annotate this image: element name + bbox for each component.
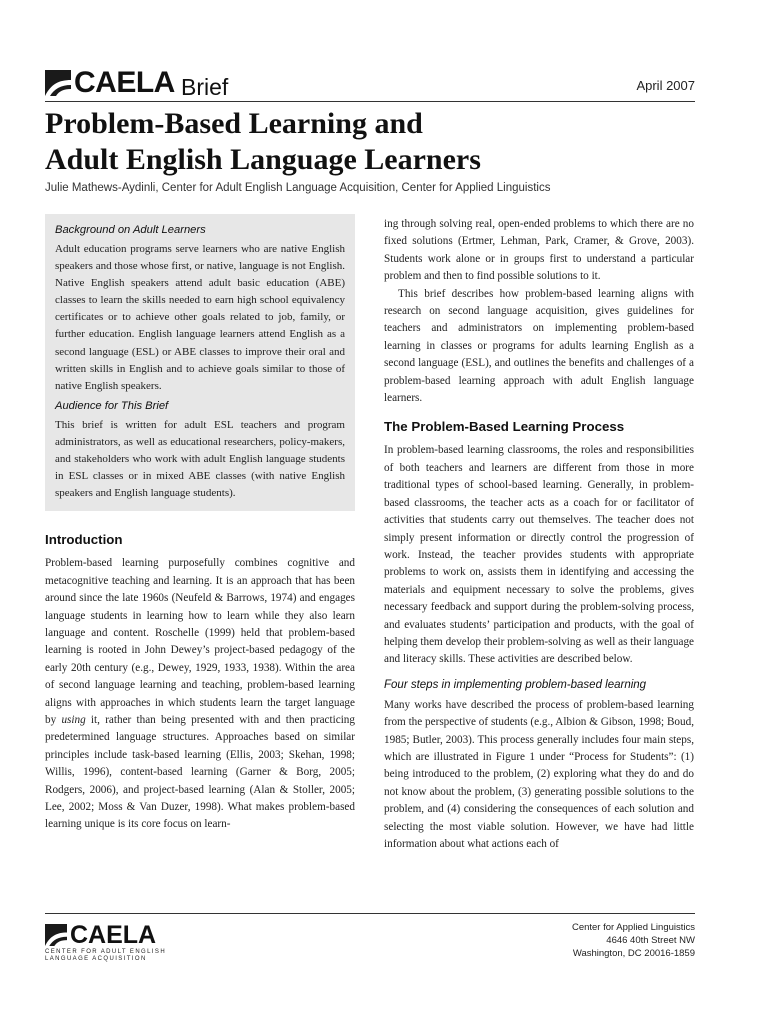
masthead bbox=[45, 66, 695, 100]
intro-emphasis: using bbox=[61, 713, 86, 726]
process-heading: The Problem-Based Learning Process bbox=[384, 419, 625, 435]
publication-date: April 2007 bbox=[636, 78, 695, 93]
left-column bbox=[45, 214, 355, 834]
footer-address bbox=[572, 921, 695, 960]
footer-street: 4646 40th Street NW bbox=[606, 935, 695, 946]
right-column bbox=[384, 216, 694, 853]
document-title bbox=[45, 106, 695, 178]
footer-rule bbox=[45, 913, 695, 914]
sidebar-heading-audience: Audience for This Brief bbox=[55, 399, 169, 412]
footer-tagline-line-1: CENTER FOR ADULT ENGLISH bbox=[45, 949, 167, 955]
title-line-2: Adult English Language Learners bbox=[45, 143, 481, 176]
introduction-paragraph bbox=[45, 555, 355, 834]
sidebar-background-text: Adult education programs serve learners who are native English speakers and those whose first, or native, language is not English. Native English speakers attend adult basic education (ABE) classes to learn the skills needed to earn high school equivalency certificates or to achieve other goals related to job, family, or further education. English language learners attend English as a second language (ESL) or ABE classes to improve their oral and written skills in English and to achieve goals similar to those of native English speakers. bbox=[55, 243, 345, 392]
four-steps-heading: Four steps in implementing problem-based learning bbox=[384, 678, 647, 691]
intro-text-part-1: Problem-based learning purposefully combines cognitive and metacognitive teaching and learning. It is an approach that has been around since the late 1960s (Neufeld & Barrows, 1974) and engages language students in learning how to learn while they also learn language and content. Roschelle (1999) held that problem-based learning is rooted in John Dewey’s project-based pedagogy of the early 20th century (e.g., Dewey, 1929, 1933, 1938). Within the area of second language learning and teaching, problem-based learning aligns with approaches in which students learn the target language by bbox=[45, 557, 355, 726]
header-rule bbox=[45, 101, 695, 102]
sidebar-audience-text: This brief is written for adult ESL teachers and program administrators, as well as educational researchers, policy-makers, and stakeholders who work with adult English language students in ESL classes or in mixed ABE classes (with native English speakers and English language students). bbox=[55, 418, 345, 500]
four-steps-paragraph: Many works have described the process of problem-based learning from the perspective of students (e.g., Albion & Gibson, 1998; Boud, 1985; Butler, 2003). This process generally includes four main steps, which are illustrated in Figure 1 under “Process for Students”: (1) being introduced to the problem, (2) exploring what they do and do not know about the problem, (3) generating possible solutions to the problem, and (4) considering the consequences of each solution and selecting the most viable solution. However, we have had little information about what actions each of bbox=[384, 698, 694, 850]
process-paragraph: In problem-based learning classrooms, the roles and responsibilities of both teachers and learners are different from those in more traditional types of school-based learning. Generally, in problem-based classrooms, the teacher acts as a coach for or facilitator of activities that students carry out themselves. The teacher does not simply present information or directly control the progression of work. Instead, the teacher provides students with appropriate problems to work on, assists them in identifying and accessing the materials and equipment necessary to solve the problems, gives necessary feedback and support during the problem-solving process, and evaluates students’ participation and products, with the goal of helping them develop their problem-solving as well as their language and literacy skills. These activities are described below. bbox=[384, 444, 694, 666]
brief-overview-paragraph: This brief describes how problem-based learning aligns with research on second language acquisition, gives guidelines for teachers and administrators on implementing problem-based learning in classes or programs for adults learning English as a second language (ESL), and outlines the benefits and challenges of a problem-based learning approach with adult English language learners. bbox=[384, 287, 694, 405]
author-line: Julie Mathews-Aydinli, Center for Adult English Language Acquisition, Center for Applied Linguistics bbox=[45, 182, 551, 194]
intro-text-part-2: it, rather than being presented with and then practicing predetermined language structures. Approaches based on similar principles include task-based learning (Ellis, 2003; Skehan, 1998; Willis, 1996), content-based learning (Garner & Borg, 2005; Rodgers, 2006), and project-based learning (Alan & Stoller, 2005; Lee, 2002; Moss & Van Duzer, 1998). What makes problem-based learning unique is its core focus on learn- bbox=[45, 713, 355, 831]
footer-org: Center for Applied Linguistics bbox=[571, 922, 695, 933]
continuation-paragraph: ing through solving real, open-ended problems to which there are no fixed solutions (Ertmer, Lehman, Park, Cramer, & Grove, 2003). Students work alone or in groups first to understand a particular problem and then to find possible solutions to it. bbox=[384, 218, 694, 283]
footer-city: Washington, DC 20016-1859 bbox=[572, 948, 695, 959]
footer-brand-name: CAELA bbox=[70, 921, 157, 949]
brand-name: CAELA bbox=[74, 66, 175, 99]
introduction-heading: Introduction bbox=[45, 532, 123, 548]
footer-tagline bbox=[45, 949, 166, 963]
brand-suffix: Brief bbox=[181, 74, 229, 100]
caela-logo-icon bbox=[45, 70, 71, 96]
footer-tagline-line-2: LANGUAGE ACQUISITION bbox=[45, 956, 147, 962]
background-sidebar bbox=[45, 214, 355, 511]
sidebar-heading-background: Background on Adult Learners bbox=[55, 224, 206, 236]
footer-logo bbox=[45, 921, 245, 965]
caela-footer-logo-icon bbox=[45, 924, 67, 946]
title-line-1: Problem-Based Learning and bbox=[45, 107, 423, 140]
